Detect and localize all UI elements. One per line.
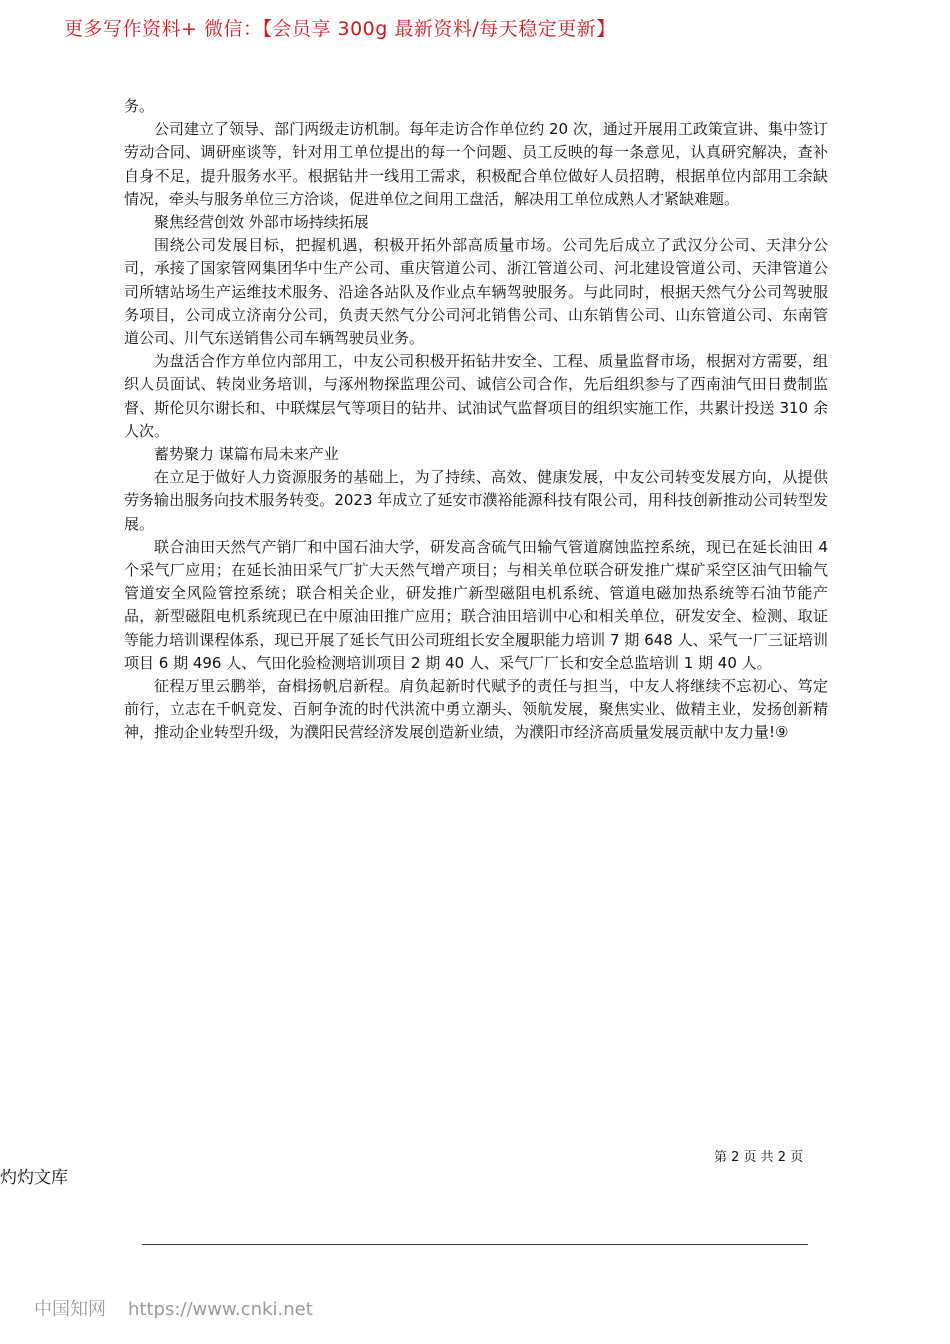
library-label: 灼灼文库 bbox=[0, 1168, 68, 1188]
watermark-site: 中国知网 bbox=[34, 1299, 106, 1320]
paragraph-continuation: 务。 bbox=[124, 97, 155, 115]
paragraph: 围绕公司发展目标，把握机遇，积极开拓外部高质量市场。公司先后成立了武汉分公司、天津分公司，承接了国家管网集团华中生产公司、重庆管道公司、浙江管道公司、河北建设管道公司、天津管道公司所辖站场生产运维技术服务、沿途各站队及作业点车辆驾驶服务。与此同时，根据天然气分公司驾驶服务项目，公司成立济南分公司，负责天然气分公司河北销售公司、山东销售公司、山东管道公司、东南管道公司、川气东送销售公司车辆驾驶员业务。 bbox=[124, 236, 828, 348]
footer-divider bbox=[142, 1244, 808, 1245]
paragraph: 在立足于做好人力资源服务的基础上，为了持续、高效、健康发展，中友公司转变发展方向，从提供劳务输出服务向技术服务转变。2023 年成立了延安市濮裕能源科技有限公司，用科技创新推动公司转型发展。 bbox=[124, 468, 828, 533]
page-number: 第 2 页 共 2 页 bbox=[714, 1150, 804, 1165]
watermark-url: https://www.cnki.net bbox=[128, 1299, 313, 1320]
paragraph: 为盘活合作方单位内部用工，中友公司积极开拓钻井安全、工程、质量监督市场，根据对方需要，组织人员面试、转岗业务培训，与涿州物探监理公司、诚信公司合作，先后组织参与了西南油气田日费制监督、斯伦贝尔谢长和、中联煤层气等项目的钻井、试油试气监督项目的组织实施工作，共累计投送 310 余人次。 bbox=[124, 352, 828, 440]
paragraph: 联合油田天然气产销厂和中国石油大学，研发高含硫气田输气管道腐蚀监控系统，现已在延长油田 4 个采气厂应用；在延长油田采气厂扩大天然气增产项目；与相关单位联合研发推广煤矿采空区油气田输气管道安全风险管控系统；联合相关企业，研发推广新型磁阻电机系统、管道电磁加热系统等石油节能产品，新型磁阻电机系统现已在中原油田推广应用；联合油田培训中心和相关单位，研发安全、检测、取证等能力培训课程体系，现已开展了延长气田公司班组长安全履职能力培训 7 期 648 人、采气一厂三证培训项目 6 期 496 人、气田化验检测培训项目 2 期 40 人、采气厂厂长和安全总监培训 1 期 40 人。 bbox=[124, 537, 828, 672]
promo-banner: 更多写作资料+ 微信：【会员享 300g 最新资料/每天稳定更新】 bbox=[64, 18, 616, 40]
watermark bbox=[34, 1295, 313, 1321]
section-heading: 蓄势聚力 谋篇布局未来产业 bbox=[154, 445, 339, 464]
article-body bbox=[124, 95, 828, 745]
section-heading: 聚焦经营创效 外部市场持续拓展 bbox=[154, 213, 369, 232]
paragraph: 征程万里云鹏举，奋楫扬帆启新程。肩负起新时代赋予的责任与担当，中友人将继续不忘初心、笃定前行，立志在千帆竞发、百舸争流的时代洪流中勇立潮头、领航发展，聚焦实业、做精主业，发扬创新精神，推动企业转型升级，为濮阳民营经济发展创造新业绩，为濮阳市经济高质量发展贡献中友力量!⑨ bbox=[124, 677, 828, 742]
paragraph: 公司建立了领导、部门两级走访机制。每年走访合作单位约 20 次，通过开展用工政策宣讲、集中签订劳动合同、调研座谈等，针对用工单位提出的每一个问题、员工反映的每一条意见，认真研究解决，查补自身不足，提升服务水平。根据钻井一线用工需求，积极配合单位做好人员招聘，根据单位内部用工余缺情况，牵头与服务单位三方洽谈，促进单位之间用工盘活，解决用工单位成熟人才紧缺难题。 bbox=[124, 120, 828, 208]
